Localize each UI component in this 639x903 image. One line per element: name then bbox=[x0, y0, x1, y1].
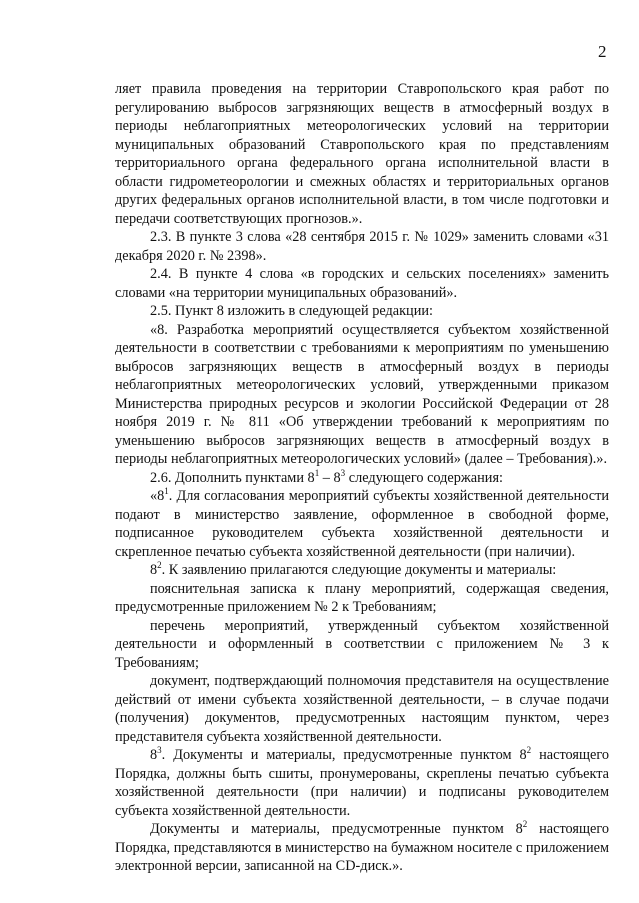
text: – 8 bbox=[319, 469, 341, 486]
text: Документы и материалы, предусмотренные пунктом 8 bbox=[150, 821, 523, 837]
text: «8 bbox=[150, 488, 165, 504]
paragraph-authority-document: документ, подтверждающий полномочия представителя на осуществление действий от имени субъекта хозяйственной деятельности, – в случае подачи (получения) документов, предусмотренных настоящим пунктом, через представителя субъекта хозяйственной деятельности. bbox=[115, 673, 609, 745]
paragraph-2-3: 2.3. В пункте 3 слова «28 сентября 2015 г. № 1029» заменить словами «31 декабря 2020 г. № 2398». bbox=[115, 229, 609, 264]
paragraph-2-4: 2.4. В пункте 4 слова «в городских и сельских поселениях» заменить словами «на территории муниципальных образований». bbox=[115, 266, 609, 301]
superscript: 1 bbox=[314, 467, 320, 478]
paragraph-submission bbox=[115, 820, 609, 876]
paragraph-point-8-2 bbox=[115, 561, 609, 580]
superscript: 3 bbox=[340, 467, 346, 478]
paragraph-point-8-3 bbox=[115, 746, 609, 820]
text: 8 bbox=[150, 562, 158, 578]
superscript: 1 bbox=[164, 486, 169, 496]
paragraph-explanatory-note: пояснительная записка к плану мероприятий, содержащая сведения, предусмотренные приложением № 2 к Требованиям; bbox=[115, 580, 609, 615]
text: . Для согласования мероприятий субъекты хозяйственной деятельности подают в министерство заявление, оформленное в свободной форме, подписанное руководителем субъекта хозяйственной деятельности и скрепленное печатью субъекта хозяйственной деятельности (при наличии). bbox=[115, 488, 609, 560]
superscript: 3 bbox=[157, 745, 162, 755]
text: . К заявлению прилагаются следующие документы и материалы: bbox=[161, 562, 557, 578]
superscript: 2 bbox=[522, 819, 528, 829]
text: настоящего Порядка, представляются в министерство на бумажном носителе с приложением электронной версии, записанной на CD-диск.». bbox=[115, 821, 609, 874]
paragraph-continuation: ляет правила проведения на территории Ставропольского края работ по регулированию выбросов загрязняющих веществ в атмосферный воздух в периоды неблагоприятных метеорологических условий на территории муниципальных образований Ставропольского края по представлениям территориального органа федерального органа исполнительной власти в области гидрометеорологии и смежных областях и территориальных органов других федеральных органов исполнительной власти, в том числе подготовки и передачи соответствующих прогнозов.». bbox=[115, 81, 609, 227]
text: следующего содержания: bbox=[345, 469, 503, 486]
paragraph-measures-list: перечень мероприятий, утвержденный субъектом хозяйственной деятельности и оформленный в соответствии с приложением № 3 к Требованиям; bbox=[115, 617, 609, 671]
page-number: 2 bbox=[598, 42, 607, 61]
paragraph-point-8-1 bbox=[115, 487, 609, 561]
paragraph-2-6 bbox=[115, 469, 609, 488]
text: 2.6. Дополнить пунктами 8 bbox=[150, 469, 315, 486]
paragraph-2-5: 2.5. Пункт 8 изложить в следующей редакции: bbox=[150, 303, 433, 319]
superscript: 2 bbox=[157, 560, 162, 570]
document-body bbox=[115, 80, 609, 876]
paragraph-point-8: «8. Разработка мероприятий осуществляется субъектом хозяйственной деятельности в соответствии с требованиями к мероприятиям по уменьшению выбросов загрязняющих веществ в атмосферный воздух в периоды неблагоприятных метеорологических условий, утвержденными приказом Министерства природных ресурсов и экологии Российской Федерации от 28 ноября 2019 г. № 811 «Об утверждении требований к мероприятиям по уменьшению выбросов загрязняющих веществ в атмосферный воздух в периоды неблагоприятных метеорологических условий» (далее – Требования).». bbox=[115, 321, 609, 467]
text: настоящего Порядка, должны быть сшиты, пронумерованы, скреплены печатью субъекта хозяйственной деятельности (при наличии) и подписаны руководителем субъекта хозяйственной деятельности. bbox=[115, 747, 609, 819]
text: . Документы и материалы, предусмотренные пунктом 8 bbox=[161, 747, 527, 763]
text: 8 bbox=[150, 747, 158, 763]
superscript: 2 bbox=[526, 745, 532, 755]
